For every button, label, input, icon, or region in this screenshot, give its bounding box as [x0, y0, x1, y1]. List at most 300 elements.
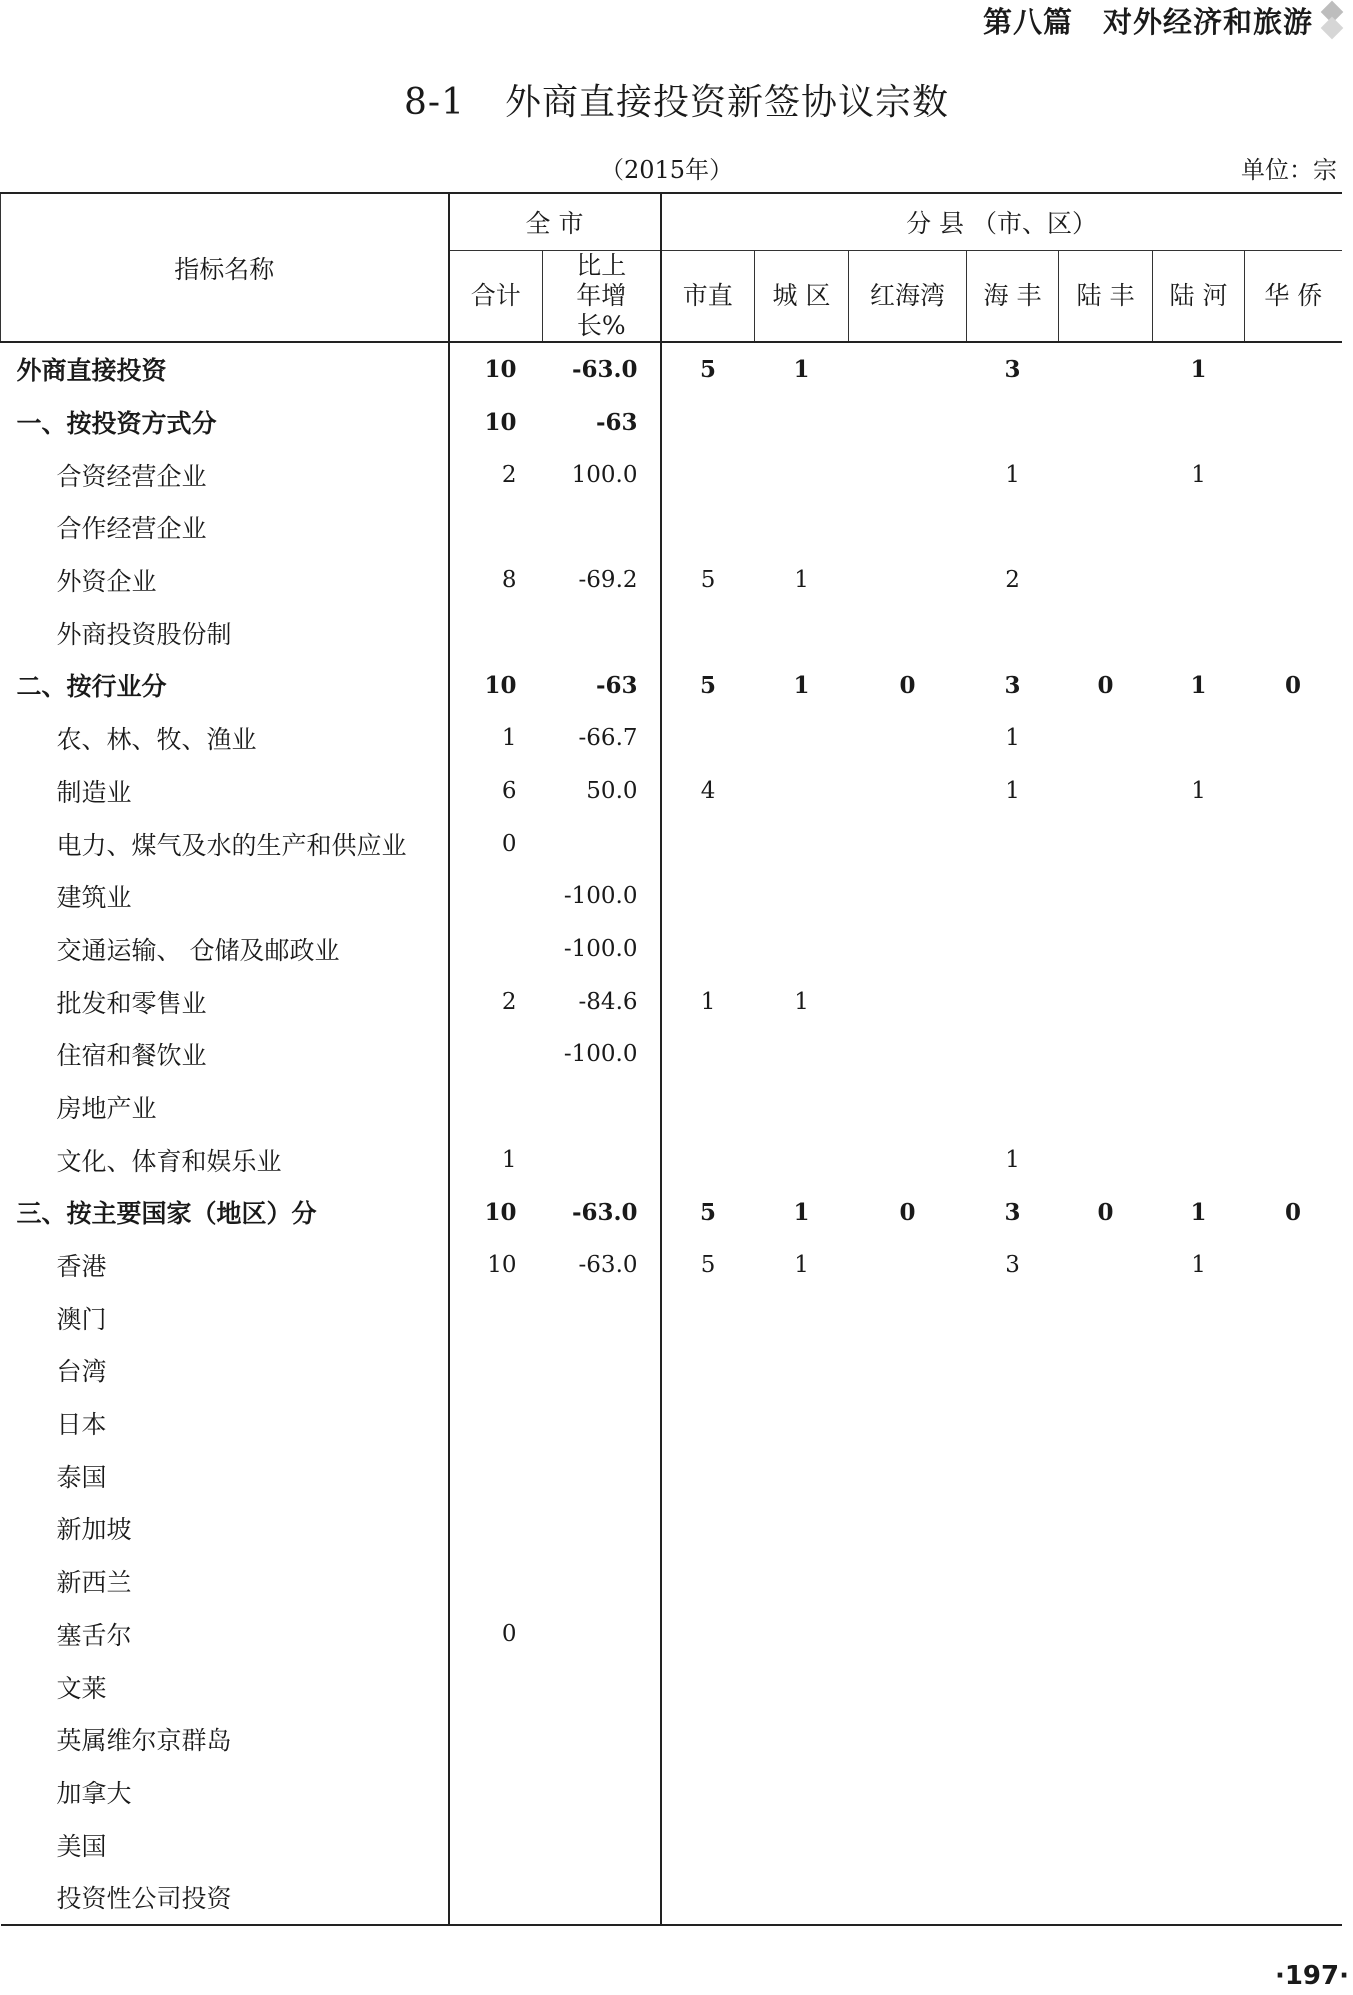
cell-growth	[543, 1766, 661, 1819]
cell-county	[1245, 342, 1342, 396]
cell-county: 1	[793, 355, 810, 383]
cell-county	[1245, 448, 1342, 501]
row-label: 建筑业	[1, 870, 449, 923]
cell-county	[849, 1502, 967, 1555]
cell-growth: -100.0	[543, 870, 661, 923]
cell-county	[967, 1449, 1059, 1502]
city-group-header: 全 市	[449, 193, 661, 251]
column-header-growth	[543, 251, 661, 343]
cell-county	[661, 1555, 755, 1608]
cell-growth	[543, 1397, 661, 1450]
cell-total: 10	[484, 1198, 517, 1226]
cell-county	[1153, 396, 1245, 449]
cell-county	[1059, 712, 1153, 765]
cell-county: 3	[1004, 671, 1021, 699]
cell-county	[1153, 712, 1245, 765]
cell-county: 5	[700, 1252, 716, 1279]
cell-growth: -63.0	[543, 1239, 661, 1292]
cell-county	[849, 554, 967, 607]
table-row	[1, 554, 1342, 607]
cell-county	[1059, 448, 1153, 501]
cell-county	[1153, 1818, 1245, 1871]
cell-county	[661, 1133, 755, 1186]
year-label: （2015年）	[600, 156, 734, 184]
cell-county: 0	[1097, 671, 1114, 699]
table-title-text: 外商直接投资新签协议宗数	[504, 82, 949, 123]
cell-county	[849, 396, 967, 449]
row-label: 制造业	[1, 765, 449, 818]
table-row	[1, 501, 1342, 554]
cell-total	[449, 1766, 543, 1819]
cell-county: 1	[1190, 671, 1207, 699]
cell-county	[1059, 1766, 1153, 1819]
cell-county	[1245, 1818, 1342, 1871]
cell-county: 1	[793, 671, 810, 699]
cell-county	[1153, 1713, 1245, 1766]
row-label: 澳门	[1, 1291, 449, 1344]
row-label: 日本	[1, 1397, 449, 1450]
cell-county	[967, 1818, 1059, 1871]
cell-county: 1	[1190, 355, 1207, 383]
cell-county	[1059, 554, 1153, 607]
cell-total	[449, 1713, 543, 1766]
cell-total: 0	[501, 830, 517, 857]
cell-county: 5	[700, 1198, 717, 1226]
cell-county: 1	[794, 988, 809, 1015]
chapter-label: 对外经济和旅游	[1102, 4, 1313, 39]
table-row	[1, 1133, 1342, 1186]
cell-total: 8	[501, 567, 517, 594]
cell-county	[755, 1766, 849, 1819]
cell-county	[1059, 975, 1153, 1028]
cell-county	[967, 975, 1059, 1028]
cell-county	[849, 1449, 967, 1502]
table-body	[1, 342, 1342, 1925]
row-label: 交通运输、 仓储及邮政业	[1, 923, 449, 976]
cell-county	[1059, 1502, 1153, 1555]
column-header-county: 红海湾	[849, 251, 967, 343]
cell-total	[449, 501, 543, 554]
cell-total: 1	[501, 1146, 517, 1173]
cell-county	[967, 1555, 1059, 1608]
cell-county	[1245, 1081, 1342, 1134]
cell-county	[1245, 554, 1342, 607]
cell-county: 0	[899, 1198, 916, 1226]
cell-county: 2	[1005, 567, 1020, 594]
table-row	[1, 1871, 1342, 1925]
cell-county: 1	[1191, 461, 1206, 488]
cell-county	[1245, 870, 1342, 923]
cell-county	[661, 1449, 755, 1502]
cell-growth: -63	[543, 659, 661, 712]
cell-county	[1059, 396, 1153, 449]
row-label: 房地产业	[1, 1081, 449, 1134]
cell-county	[849, 1133, 967, 1186]
table-header	[1, 193, 1342, 342]
cell-county	[1153, 554, 1245, 607]
row-label: 香港	[1, 1239, 449, 1292]
cell-total: 10	[484, 671, 517, 699]
table-row	[1, 923, 1342, 976]
row-label: 二、按行业分	[1, 659, 449, 712]
cell-county	[661, 1081, 755, 1134]
cell-county: 3	[1004, 1198, 1021, 1226]
cell-total	[449, 1660, 543, 1713]
cell-county	[661, 1397, 755, 1450]
cell-county	[1059, 1818, 1153, 1871]
cell-total: 10	[484, 408, 517, 436]
cell-county	[755, 1660, 849, 1713]
cell-county	[1153, 1449, 1245, 1502]
table-row	[1, 1239, 1342, 1292]
cell-county	[1059, 606, 1153, 659]
cell-county	[849, 448, 967, 501]
row-label: 外商投资股份制	[1, 606, 449, 659]
cell-county	[1153, 501, 1245, 554]
column-header-county: 陆 河	[1153, 251, 1245, 343]
table-row	[1, 1713, 1342, 1766]
cell-county: 1	[793, 1198, 810, 1226]
cell-county	[1059, 1291, 1153, 1344]
cell-county: 1	[1005, 777, 1020, 804]
cell-county	[1245, 1239, 1342, 1292]
cell-county	[1245, 1133, 1342, 1186]
cell-county	[1153, 1344, 1245, 1397]
cell-county	[849, 1555, 967, 1608]
cell-county	[1059, 1239, 1153, 1292]
cell-total	[449, 1555, 543, 1608]
cell-county	[849, 1660, 967, 1713]
cell-county	[1245, 1713, 1342, 1766]
table-row	[1, 1449, 1342, 1502]
cell-county	[755, 396, 849, 449]
cell-county	[755, 606, 849, 659]
row-label: 文化、体育和娱乐业	[1, 1133, 449, 1186]
row-label: 住宿和餐饮业	[1, 1028, 449, 1081]
cell-county	[849, 870, 967, 923]
cell-county	[1059, 765, 1153, 818]
cell-county	[1153, 1291, 1245, 1344]
row-label: 加拿大	[1, 1766, 449, 1819]
cell-growth: 100.0	[543, 448, 661, 501]
cell-county	[755, 1028, 849, 1081]
row-label: 新加坡	[1, 1502, 449, 1555]
row-label: 外资企业	[1, 554, 449, 607]
cell-county	[1059, 1133, 1153, 1186]
cell-county: 0	[1285, 671, 1302, 699]
cell-county	[661, 396, 755, 449]
cell-county	[661, 1344, 755, 1397]
cell-county	[849, 1608, 967, 1661]
cell-county	[849, 1818, 967, 1871]
running-head	[983, 0, 1345, 40]
cell-county	[967, 1502, 1059, 1555]
cell-county	[849, 1239, 967, 1292]
cell-county	[661, 712, 755, 765]
column-header-county: 海 丰	[967, 251, 1059, 343]
row-label: 三、按主要国家（地区）分	[1, 1186, 449, 1239]
cell-county	[967, 870, 1059, 923]
cell-county	[755, 817, 849, 870]
row-label: 一、按投资方式分	[1, 396, 449, 449]
cell-county	[1245, 1871, 1342, 1925]
cell-county	[849, 765, 967, 818]
county-group-header: 分 县 （市、区）	[661, 193, 1342, 251]
cell-county	[967, 1397, 1059, 1450]
cell-total: 2	[501, 988, 517, 1015]
table-title	[0, 74, 1353, 125]
row-label: 合作经营企业	[1, 501, 449, 554]
cell-county	[849, 975, 967, 1028]
cell-total	[449, 1449, 543, 1502]
row-label: 新西兰	[1, 1555, 449, 1608]
cell-county	[661, 870, 755, 923]
row-label: 投资性公司投资	[1, 1871, 449, 1925]
cell-county	[661, 923, 755, 976]
cell-county	[1245, 606, 1342, 659]
cell-county	[755, 870, 849, 923]
cell-county	[1059, 817, 1153, 870]
cell-county	[755, 501, 849, 554]
cell-county	[1059, 1713, 1153, 1766]
cell-total	[449, 1871, 543, 1925]
column-header-county: 陆 丰	[1059, 251, 1153, 343]
column-header-county: 城 区	[755, 251, 849, 343]
cell-county	[661, 1713, 755, 1766]
cell-total: 6	[501, 777, 517, 804]
page-number: ·197·	[1274, 1961, 1349, 1991]
cell-county	[755, 1449, 849, 1502]
cell-growth	[543, 1344, 661, 1397]
cell-total	[449, 870, 543, 923]
cell-county	[661, 1291, 755, 1344]
cell-county	[967, 817, 1059, 870]
cell-county	[1153, 1397, 1245, 1450]
cell-total	[449, 1818, 543, 1871]
cell-county	[849, 606, 967, 659]
cell-growth: -69.2	[543, 554, 661, 607]
table-subheading	[0, 150, 1353, 190]
cell-growth	[543, 1502, 661, 1555]
row-label: 泰国	[1, 1449, 449, 1502]
cell-county: 1	[700, 988, 716, 1015]
cell-county: 1	[1005, 1146, 1020, 1173]
column-header-total: 合计	[470, 281, 521, 310]
diamond-ornament-icon	[1319, 0, 1345, 40]
cell-county	[849, 1081, 967, 1134]
table-row	[1, 817, 1342, 870]
cell-county	[1245, 923, 1342, 976]
cell-county	[661, 1660, 755, 1713]
cell-county	[1059, 1449, 1153, 1502]
cell-county	[1153, 1081, 1245, 1134]
cell-county	[1059, 870, 1153, 923]
cell-county	[755, 1713, 849, 1766]
cell-county	[1153, 606, 1245, 659]
cell-county	[1245, 1291, 1342, 1344]
cell-total	[449, 1502, 543, 1555]
cell-county	[755, 1502, 849, 1555]
row-label: 批发和零售业	[1, 975, 449, 1028]
cell-county	[1153, 1028, 1245, 1081]
cell-county	[755, 1291, 849, 1344]
cell-growth: -63	[543, 396, 661, 449]
cell-county	[1153, 1660, 1245, 1713]
cell-county: 1	[1005, 725, 1020, 752]
cell-county	[1153, 1133, 1245, 1186]
cell-county	[849, 1713, 967, 1766]
cell-county: 1	[1190, 1198, 1207, 1226]
table-row	[1, 1291, 1342, 1344]
cell-county	[1245, 1449, 1342, 1502]
cell-county	[755, 1871, 849, 1925]
cell-county: 1	[1005, 461, 1020, 488]
table-row	[1, 765, 1342, 818]
cell-total	[449, 1028, 543, 1081]
cell-county	[967, 1344, 1059, 1397]
cell-county	[1245, 1660, 1342, 1713]
cell-growth: -63.0	[543, 1186, 661, 1239]
cell-county: 1	[1191, 777, 1206, 804]
cell-county	[849, 1871, 967, 1925]
cell-county	[661, 1766, 755, 1819]
column-header-county: 华 侨	[1245, 251, 1342, 343]
cell-county	[1059, 1871, 1153, 1925]
cell-county	[755, 1555, 849, 1608]
cell-total	[449, 923, 543, 976]
cell-county	[1059, 342, 1153, 396]
cell-growth	[543, 606, 661, 659]
row-label: 电力、煤气及水的生产和供应业	[1, 817, 449, 870]
cell-county	[1245, 1608, 1342, 1661]
cell-total	[449, 1397, 543, 1450]
cell-county	[967, 1028, 1059, 1081]
cell-county: 3	[1005, 1252, 1020, 1279]
cell-total: 2	[501, 461, 517, 488]
table-row	[1, 975, 1342, 1028]
cell-county: 5	[700, 355, 717, 383]
cell-county	[967, 1081, 1059, 1134]
cell-county	[755, 765, 849, 818]
cell-county	[1153, 817, 1245, 870]
cell-growth	[543, 1133, 661, 1186]
cell-county	[661, 1502, 755, 1555]
cell-county	[1059, 1081, 1153, 1134]
row-label: 外商直接投资	[1, 342, 449, 396]
cell-county	[661, 1871, 755, 1925]
cell-growth	[543, 817, 661, 870]
cell-county	[661, 606, 755, 659]
cell-county	[661, 1818, 755, 1871]
cell-county	[849, 923, 967, 976]
cell-growth	[543, 1660, 661, 1713]
cell-county	[1153, 1555, 1245, 1608]
cell-county	[1059, 501, 1153, 554]
cell-growth: -63.0	[543, 342, 661, 396]
data-table	[0, 192, 1342, 1926]
cell-county	[849, 1397, 967, 1450]
cell-county	[849, 1028, 967, 1081]
cell-county: 1	[794, 567, 809, 594]
cell-county	[849, 1291, 967, 1344]
row-label: 台湾	[1, 1344, 449, 1397]
cell-county	[1245, 396, 1342, 449]
cell-county: 0	[1097, 1198, 1114, 1226]
cell-county	[1245, 1555, 1342, 1608]
cell-county	[1059, 1028, 1153, 1081]
cell-county	[1245, 712, 1342, 765]
cell-county	[967, 501, 1059, 554]
cell-county	[849, 1344, 967, 1397]
cell-county	[1245, 1344, 1342, 1397]
cell-growth	[543, 1555, 661, 1608]
cell-county	[849, 342, 967, 396]
cell-county	[1153, 1766, 1245, 1819]
table-row	[1, 659, 1342, 712]
table-row	[1, 1555, 1342, 1608]
table-row	[1, 1766, 1342, 1819]
table-row	[1, 1608, 1342, 1661]
table-row	[1, 1344, 1342, 1397]
cell-total	[449, 1081, 543, 1134]
table-row	[1, 712, 1342, 765]
cell-county	[967, 1766, 1059, 1819]
cell-total	[449, 1344, 543, 1397]
cell-growth	[543, 1608, 661, 1661]
cell-growth	[543, 1713, 661, 1766]
cell-growth	[543, 1291, 661, 1344]
index-column-header: 指标名称	[1, 193, 449, 342]
cell-growth: -66.7	[543, 712, 661, 765]
cell-county: 0	[1285, 1198, 1302, 1226]
cell-county: 5	[700, 671, 717, 699]
cell-county	[1059, 1555, 1153, 1608]
cell-growth: 50.0	[543, 765, 661, 818]
cell-total: 10	[487, 1252, 517, 1279]
table-row	[1, 1186, 1342, 1239]
cell-county: 4	[700, 777, 716, 804]
row-label: 农、林、牧、渔业	[1, 712, 449, 765]
cell-total	[449, 1291, 543, 1344]
table-row	[1, 1502, 1342, 1555]
cell-growth: -100.0	[543, 923, 661, 976]
cell-county	[967, 396, 1059, 449]
cell-growth	[543, 1871, 661, 1925]
cell-county	[755, 1081, 849, 1134]
cell-county	[755, 1608, 849, 1661]
cell-county: 3	[1004, 355, 1021, 383]
row-label: 英属维尔京群岛	[1, 1713, 449, 1766]
cell-county	[1059, 1608, 1153, 1661]
column-header-county: 市直	[682, 281, 733, 310]
cell-county	[755, 1344, 849, 1397]
part-label: 第八篇	[982, 4, 1073, 39]
cell-county	[1245, 1028, 1342, 1081]
cell-growth	[543, 501, 661, 554]
cell-county	[661, 501, 755, 554]
cell-county	[849, 817, 967, 870]
table-row	[1, 1818, 1342, 1871]
cell-county	[755, 712, 849, 765]
cell-total: 0	[501, 1620, 517, 1647]
row-label: 合资经营企业	[1, 448, 449, 501]
cell-county: 1	[794, 1252, 809, 1279]
cell-county	[755, 923, 849, 976]
cell-county	[1245, 1766, 1342, 1819]
cell-county	[1153, 923, 1245, 976]
cell-county: 5	[700, 567, 716, 594]
cell-county	[755, 1133, 849, 1186]
